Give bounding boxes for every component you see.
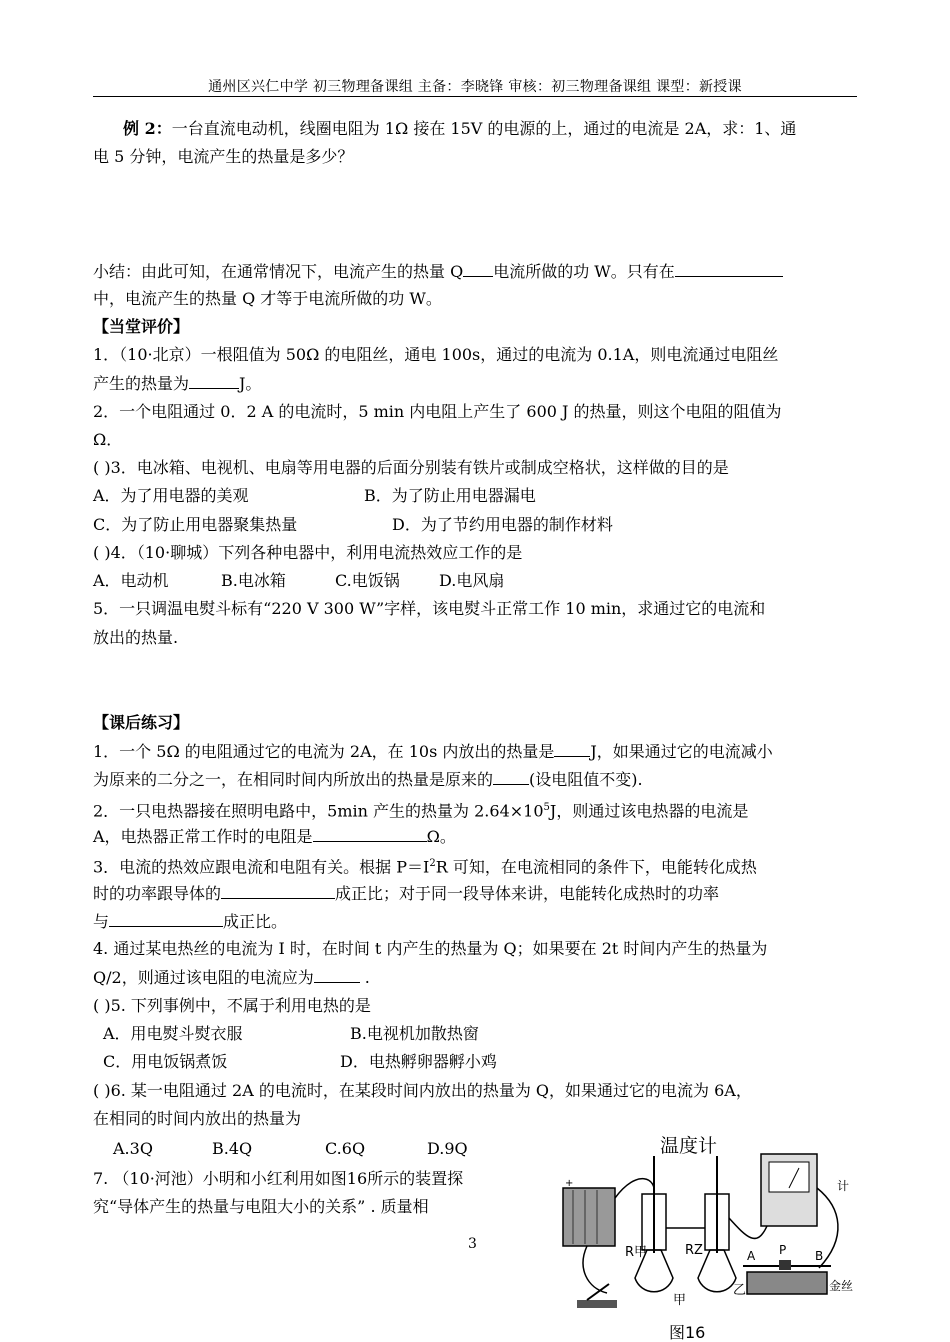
summary-line1 [93, 260, 783, 283]
wire [615, 1179, 654, 1198]
s2-q2-line1 [93, 797, 748, 822]
section-title-after-class: 【课后练习】 [93, 713, 190, 732]
label-r-yi: RZ [685, 1243, 703, 1258]
s2-q3-line1 [93, 853, 757, 878]
s2-q7-line2: 究“导体产生的热量与电阻大小的关系” . 质量相 [93, 1197, 429, 1216]
answer-blank[interactable] [189, 372, 239, 389]
s2-q4-text-b: . [359, 968, 370, 987]
label-b: B [815, 1249, 824, 1263]
figure-16-apparatus [557, 1128, 857, 1342]
label-yi: 乙 [733, 1283, 747, 1298]
s2-q1-line2 [93, 768, 643, 791]
answer-blank[interactable] [313, 825, 427, 842]
answer-blank[interactable] [463, 260, 493, 277]
s2-q1-text-c: 为原来的二分之一，在相同时间内所放出的热量是原来的 [93, 770, 494, 789]
s2-q5-option-b: B.电视机加散热窗 [350, 1024, 479, 1043]
s1-q2-line1: 2．一个电阻通过 0．2 A 的电流时，5 min 内电阻上产生了 600 J 的热量，则这个电阻的阻值为 [93, 402, 782, 421]
rheostat-icon [743, 1260, 831, 1294]
s1-q3-option-a: A．为了用电器的美观 [93, 486, 249, 505]
s2-q1-line1 [93, 740, 773, 763]
s2-q3-text-b: R 可知，在电流相同的条件下，电能转化成热 [435, 857, 757, 877]
s1-q3-option-c: C．为了防止用电器聚集热量 [93, 515, 298, 534]
s2-q2-line2 [93, 825, 456, 848]
s2-q4-text-a: Q/2，则通过该电阻的电流应为 [93, 968, 314, 987]
s2-q3-line3 [93, 910, 287, 933]
s2-q5-option-a: A．用电熨斗熨衣服 [103, 1024, 243, 1043]
battery-icon [563, 1178, 615, 1246]
s2-q5-option-d: D．电热孵卵器孵小鸡 [340, 1052, 497, 1071]
answer-blank[interactable] [314, 966, 360, 983]
summary-line2: 中，电流产生的热量 Q 才等于电流所做的功 W。 [93, 289, 442, 308]
s1-q4-option-b: B.电冰箱 [221, 571, 286, 590]
label-a: A [747, 1249, 756, 1263]
s1-q4-option-a: A．电动机 [93, 571, 169, 590]
s2-q5-option-c: C．用电饭锅煮饭 [103, 1052, 228, 1071]
example2-line1 [123, 118, 796, 140]
label-jia: 甲 [673, 1293, 687, 1308]
s1-q3-option-d: D．为了节约用电器的制作材料 [392, 515, 613, 534]
example2-label: 例 2： [123, 119, 172, 138]
section-title-class-eval: 【当堂评价】 [93, 317, 190, 336]
answer-blank[interactable] [221, 882, 335, 899]
svg-text:+: + [565, 1178, 574, 1189]
s2-q4-line1: 4. 通过某电热丝的电流为 I 时，在时间 t 内产生的热量为 Q；如果要在 2t 时间内产生的热量为 [93, 939, 768, 958]
s2-q1-text-d: (设电阻值不变). [529, 770, 643, 789]
thermometer-label: 温度计 [660, 1135, 718, 1157]
s1-q1-text-a: 产生的热量为 [93, 374, 190, 393]
s1-q4-option-d: D.电风扇 [439, 571, 505, 590]
s1-q1-text-b: J。 [239, 374, 262, 393]
s2-q3-text-e: 与 [93, 912, 110, 931]
s2-q3-text-d: 成正比；对于同一段导体来讲，电能转化成热时的功率 [335, 884, 720, 903]
s2-q4-line2 [93, 966, 370, 989]
s2-q2-text-b: J，则通过该电热器的电流是 [549, 801, 749, 821]
s1-q5-line1: 5．一只调温电熨斗标有“220 V 300 W”字样，该电熨斗正常工作 10 min，求通过它的电流和 [93, 599, 766, 618]
s2-q1-text-b: J，如果通过它的电流减小 [590, 742, 773, 761]
example2-line2: 电 5 分钟，电流产生的热量是多少？ [93, 147, 354, 166]
s1-q5-line2: 放出的热量. [93, 628, 179, 647]
s1-q3-option-b: B．为了防止用电器漏电 [364, 486, 536, 505]
s2-q1-text-a: 1．一个 5Ω 的电阻通过它的电流为 2A，在 10s 内放出的热量是 [93, 742, 555, 761]
s2-q2-exponent: 5 [543, 802, 550, 813]
answer-blank[interactable] [109, 910, 223, 927]
s1-q3: ( )3．电冰箱、电视机、电扇等用电器的后面分别装有铁片或制成空格状，这样做的目的是 [93, 458, 729, 477]
label-p: P [779, 1243, 787, 1257]
ammeter-icon [761, 1154, 817, 1226]
s1-q4-option-c: C.电饭锅 [335, 571, 400, 590]
s2-q2-text-d: Ω。 [426, 827, 456, 846]
figure-caption: 图16 [669, 1323, 706, 1342]
s1-q1-line2 [93, 372, 261, 395]
answer-blank[interactable] [554, 740, 590, 757]
s2-q6-option-b: B.4Q [212, 1139, 253, 1158]
s2-q7-line1: 7. （10·河池）小明和小红利用如图16所示的装置探 [93, 1169, 464, 1188]
summary-text-a: 小结：由此可知，在通常情况下，电流产生的热量 Q [93, 262, 464, 281]
summary-text-b: 电流所做的功 W。只有在 [493, 262, 675, 281]
label-r-jia: R甲 [625, 1245, 648, 1260]
answer-blank[interactable] [675, 260, 783, 277]
wire [583, 1246, 607, 1293]
s2-q2-text-a: 2．一只电热器接在照明电路中，5min 产生的热量为 2.64×10 [93, 801, 544, 821]
s2-q3-exponent: 2 [429, 858, 436, 869]
answer-blank[interactable] [493, 768, 529, 785]
s2-q6-option-a: A.3Q [113, 1139, 153, 1158]
example2-text1: 一台直流电动机，线圈电阻为 1Ω 接在 15V 的电源的上，通过的电流是 2A，求：1、通 [171, 119, 797, 138]
s2-q5: ( )5. 下列事例中，不属于利用电热的是 [93, 996, 371, 1015]
s2-q6-option-c: C.6Q [325, 1139, 366, 1158]
s1-q4: ( )4．（10·聊城）下列各种电器中，利用电流热效应工作的是 [93, 543, 523, 562]
s2-q2-text-c: A，电热器正常工作时的电阻是 [93, 827, 313, 846]
label-jinsi: 金丝 [829, 1279, 854, 1293]
s2-q6-line2: 在相同的时间内放出的热量为 [93, 1109, 302, 1128]
s2-q3-text-a: 3．电流的热效应跟电流和电阻有关。根据 P＝I [93, 857, 430, 877]
s1-q2-line2: Ω． [93, 430, 123, 449]
s1-q1-line1: 1．（10·北京）一根阻值为 50Ω 的电阻丝，通电 100s，通过的电流为 0.1A，则电流通过电阻丝 [93, 345, 779, 364]
label-ji: 计 [837, 1179, 850, 1193]
s2-q3-line2 [93, 882, 719, 905]
header-divider [93, 96, 857, 97]
s2-q6-line1: ( )6. 某一电阻通过 2A 的电流时，在某段时间内放出的热量为 Q，如果通过它的电流为 6A， [93, 1081, 752, 1100]
page-header: 通州区兴仁中学 初三物理备课组 主备：李晓锋 审核：初三物理备课组 课型：新授课 [208, 79, 742, 95]
page-number: 3 [468, 1236, 477, 1252]
switch-icon [577, 1284, 617, 1308]
s2-q3-text-f: 成正比。 [223, 912, 288, 931]
s2-q6-option-d: D.9Q [427, 1139, 468, 1158]
s2-q3-text-c: 时的功率跟导体的 [93, 884, 222, 903]
